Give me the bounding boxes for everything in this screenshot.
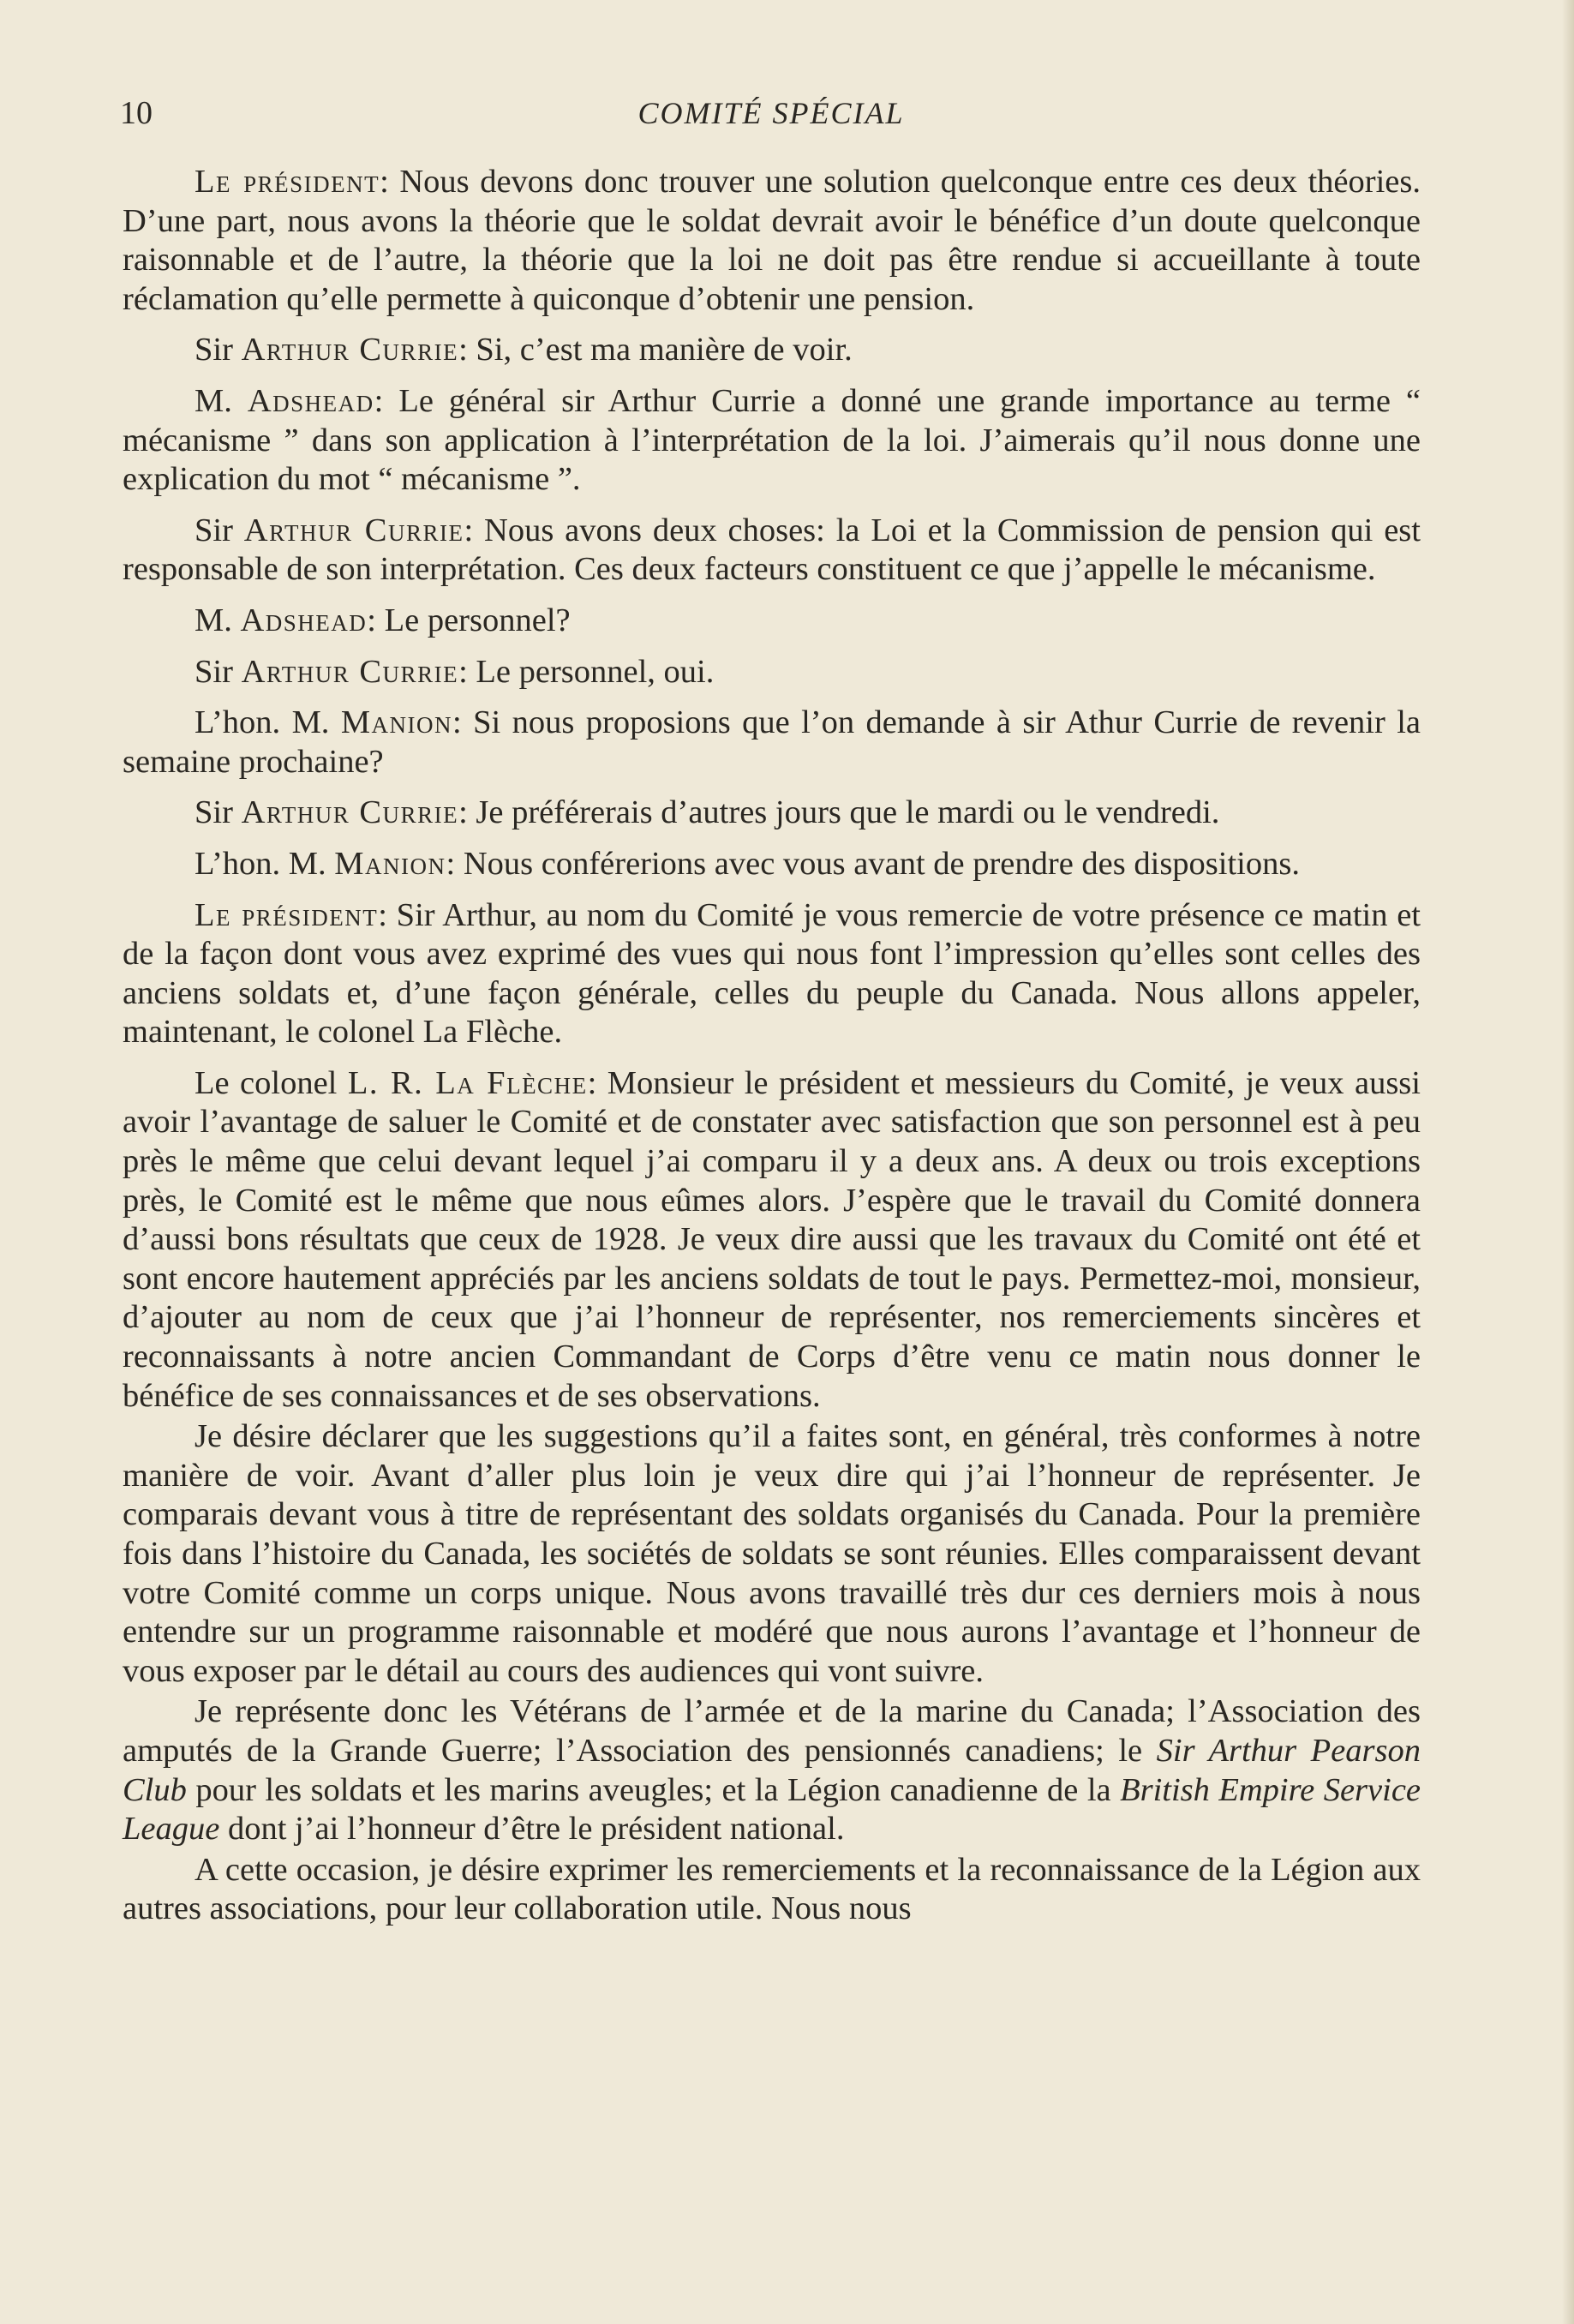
paragraph-text: pour les soldats et les marins aveugles; et la Légion canadienne de la bbox=[186, 1771, 1121, 1808]
speaker-prefix: M. bbox=[195, 602, 241, 638]
paragraph-text: Je représente donc les Vétérans de l’armée et de la marine du Canada; l’Association des amputés de la Grande Guerre; l’Association des pensionnés canadiens; le bbox=[123, 1693, 1421, 1769]
speaker-name: Arthur Currie bbox=[241, 794, 459, 831]
paragraph-currie-1 bbox=[123, 331, 1421, 370]
paragraph-text: : Le général sir Arthur Currie a donné une grande importance au terme “ mécanisme ” dans son application à l’interprétation de la loi. J’aimerais qu’il nous donne une explication du mot “ mécanisme ”. bbox=[123, 382, 1421, 498]
paragraph-text: : Si, c’est ma manière de voir. bbox=[458, 332, 853, 368]
paragraph-lafleche-1 bbox=[123, 1064, 1421, 1416]
page-header bbox=[120, 93, 1422, 134]
paragraph-lafleche-4 bbox=[123, 1851, 1421, 1929]
speaker-name: Manion bbox=[334, 845, 446, 882]
page-number: 10 bbox=[120, 95, 153, 131]
speaker-name: L. R. La Flèche bbox=[347, 1064, 588, 1101]
paragraph-text: A cette occasion, je désire exprimer les remerciements et la reconnaissance de la Légion aux autres associations, pour leur collaboration utile. Nous nous bbox=[123, 1851, 1421, 1927]
paragraph-text: Je désire déclarer que les suggestions qu’il a faites sont, en général, très conformes à notre manière de voir. Avant d’aller plus loin je veux dire qui j’ai l’honneur de représenter. Je comparais devant vous à titre de représentant des soldats organisés du Canada. Pour la première fois dans l’histoire du Canada, les sociétés de soldats se sont réunies. Elles comparaissent devant votre Comité comme un corps unique. Nous avons travaillé très dur ces derniers mois à nous entendre sur un programme raisonnable et modéré que nous aurons l’avantage et l’honneur de vous exposer par le détail au cours des audiences qui vont suivre. bbox=[123, 1418, 1421, 1689]
paragraph-currie-4 bbox=[123, 794, 1421, 833]
paragraph-adshead-1 bbox=[123, 382, 1421, 500]
speaker-name: Arthur Currie bbox=[241, 653, 459, 690]
speaker-prefix: L’hon. M. bbox=[195, 704, 341, 741]
paragraph-manion-1 bbox=[123, 704, 1421, 782]
body-text bbox=[123, 163, 1421, 1929]
speaker-name: Arthur Currie bbox=[241, 332, 459, 368]
paragraph-currie-3 bbox=[123, 653, 1421, 692]
speaker-name: Le président bbox=[195, 164, 380, 200]
paragraph-text: : Nous conférerions avec vous avant de prendre des dispositions. bbox=[446, 845, 1300, 882]
page-edge-shadow bbox=[1562, 0, 1574, 2324]
paragraph-adshead-2 bbox=[123, 602, 1421, 641]
speaker-prefix: Sir bbox=[195, 332, 242, 368]
speaker-name: Le président bbox=[195, 896, 379, 933]
paragraph-text: : Nous devons donc trouver une solution quelconque entre ces deux théories. D’une part, nous avons la théorie que le soldat devrait avoir le bénéfice d’un doute quelconque raisonnable et de l’autre, la théorie que la loi ne doit pas être rendue si accueillante à toute réclamation qu’elle permette à quiconque d’obtenir une pension. bbox=[123, 164, 1421, 317]
paragraph-text: dont j’ai l’honneur d’être le président national. bbox=[219, 1811, 845, 1848]
speaker-prefix: Sir bbox=[195, 794, 242, 831]
paragraph-text: : Si nous proposions que l’on demande à sir Athur Currie de revenir la semaine prochaine? bbox=[123, 704, 1421, 780]
paragraph-text: : Sir Arthur, au nom du Comité je vous remercie de votre présence ce matin et de la façon dont vous avez exprimé des vues qui nous font l’impression qu’elles sont celles des anciens soldats et, d’une façon générale, celles du peuple du Canada. Nous allons appeler, maintenant, le colonel La Flèche. bbox=[123, 896, 1421, 1051]
speaker-prefix: Le colonel bbox=[195, 1064, 348, 1101]
speaker-name: Adshead bbox=[240, 602, 368, 638]
paragraph-text: : Le personnel, oui. bbox=[458, 653, 715, 690]
paragraph-text: : Le personnel? bbox=[367, 602, 571, 638]
speaker-name: Manion bbox=[340, 704, 453, 741]
paragraph-currie-2 bbox=[123, 512, 1421, 590]
paragraph-text: : Monsieur le président et messieurs du Comité, je veux aussi avoir l’avantage de saluer le Comité et de constater avec satisfaction que son personnel est à peu près le même que celui devant lequel j’ai comparu il y a deux ans. A deux ou trois exceptions près, le Comité est le même que nous eûmes alors. J’espère que le travail du Comité donnera d’aussi bons résultats que ceux de 1928. Je veux dire aussi que les travaux du Comité ont été et sont encore hautement appréciés par les anciens soldats de tout le pays. Permettez-moi, monsieur, d’ajouter au nom de ceux que j’ai l’honneur de représenter, nos remerciements sincères et reconnaissants à notre ancien Commandant de Corps d’être venu ce matin nous donner le bénéfice de ses connaissances et de ses observations. bbox=[123, 1064, 1421, 1414]
paragraph-lafleche-2 bbox=[123, 1417, 1421, 1691]
speaker-prefix: L’hon. M. bbox=[195, 845, 335, 882]
speaker-name: Adshead bbox=[247, 382, 374, 419]
paragraph-president-1 bbox=[123, 163, 1421, 319]
running-title: COMITÉ SPÉCIAL bbox=[637, 96, 905, 130]
speaker-prefix: Sir bbox=[195, 512, 244, 548]
paragraph-text: : Je préférerais d’autres jours que le mardi ou le vendredi. bbox=[458, 794, 1220, 831]
speaker-name: Arthur Currie bbox=[243, 512, 464, 548]
speaker-prefix: M. bbox=[195, 382, 248, 419]
speaker-prefix: Sir bbox=[195, 653, 242, 690]
paragraph-text: : Nous avons deux choses: la Loi et la Commission de pension qui est responsable de son interprétation. Ces deux facteurs constituent ce que j’appelle le mécanisme. bbox=[123, 512, 1421, 588]
italic-league-name: British Empire Service League bbox=[123, 1771, 1421, 1848]
paragraph-president-2 bbox=[123, 896, 1421, 1052]
italic-club-name: Sir Arthur Pearson Club bbox=[123, 1732, 1421, 1808]
paragraph-manion-2 bbox=[123, 845, 1421, 884]
paragraph-lafleche-3 bbox=[123, 1692, 1421, 1848]
